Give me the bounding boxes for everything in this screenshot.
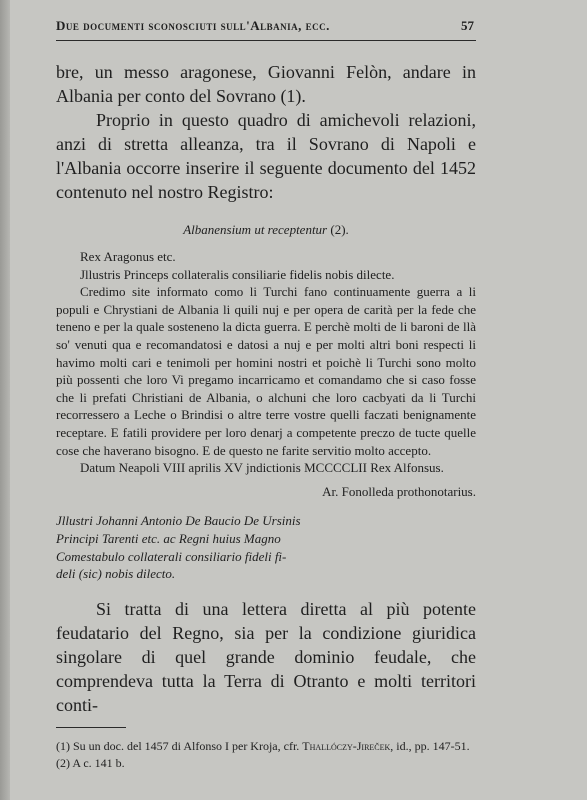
document-salutation-2: Jllustris Princeps collateralis consiliarie fidelis nobis dilecte. [80, 266, 395, 282]
document-note-ref: (2). [330, 222, 349, 237]
address-line-2: Principi Tarenti etc. ac Regni huius Magno [56, 530, 281, 546]
intro-paragraph-2: Proprio in questo quadro di amichevoli relazioni, anzi di stretta alleanza, tra il Sovrano di Napoli e l'Albania occorre inserire il seguente documento del 1452 contenuto nel nostro Registro: [56, 110, 476, 202]
address-line-1: Jllustri Johanni Antonio De Baucio De Ursinis [56, 513, 301, 529]
document-title-text: Albanensium ut receptentur [183, 222, 328, 237]
header-rule [56, 40, 476, 41]
document-signature: Ar. Fonolleda prothonotarius. [322, 483, 476, 499]
document-text: Credimo site informato como li Turchi fano continuamente guerra a li populi e Chrystiani de Albania li quili nuj e per opera de carità per la fede che teneno e per la quale sosteneno la dicta guerra. E perchè molti de li baroni de llà so' venuti qua e recomandatosi e datosi a nuj e per molti altri boni respecti li havimo molti cari e tenimoli per homini nostri et poichè li Turchi sono molto più possenti che loro Vi pregamo incarricamo et comandamo che si caso fosse che li prefati Christiani de Albania, o alchuni che loro cacbyati da li Turchi recorressero a Leche o Brindisi o altre terre vostre quelli faczati benignamente receptare. E fatili providere per loro denarj a competente preczo de tucte quelle cose che haverano bisogno. E de questo ne farite servitio molto accepto. [56, 284, 476, 458]
continuation-paragraph: Si tratta di una lettera diretta al più potente feudatario del Regno, sia per la condizione giuridica singolare di quel grande dominio feudale, che comprendeva tutta la Terra di Otranto e molti territori conti- [56, 598, 476, 715]
document-datum: Datum Neapoli VIII aprilis XV jndictionis MCCCCLII Rex Alfonsus. [80, 460, 444, 476]
footnote-1 [56, 738, 476, 755]
footnote-2: (2) A c. 141 b. [56, 755, 125, 770]
document-title [56, 222, 476, 238]
footnote-1-text: (1) Su un doc. del 1457 di Alfonso I per Kroja, cfr. [56, 738, 300, 753]
running-header: Due documenti sconosciuti sull'Albania, ecc. [56, 18, 330, 33]
document-salutation-1: Rex Aragonus etc. [80, 249, 176, 264]
footnote-1-author: Thallóczy-Jireček [302, 738, 391, 753]
address-line-4: deli (sic) nobis dilecto. [56, 566, 176, 582]
footnote-1-ref: , id., pp. 147-51. [390, 738, 470, 753]
page-gutter-shadow [0, 0, 10, 800]
page-number: 57 [461, 18, 474, 33]
address-line-3: Comestabulo collaterali consiliario fideli fi- [56, 548, 287, 564]
page-body [56, 60, 476, 772]
intro-paragraph-1: bre, un messo aragonese, Giovanni Felòn, andare in Albania per conto del Sovrano (1). [56, 62, 476, 106]
